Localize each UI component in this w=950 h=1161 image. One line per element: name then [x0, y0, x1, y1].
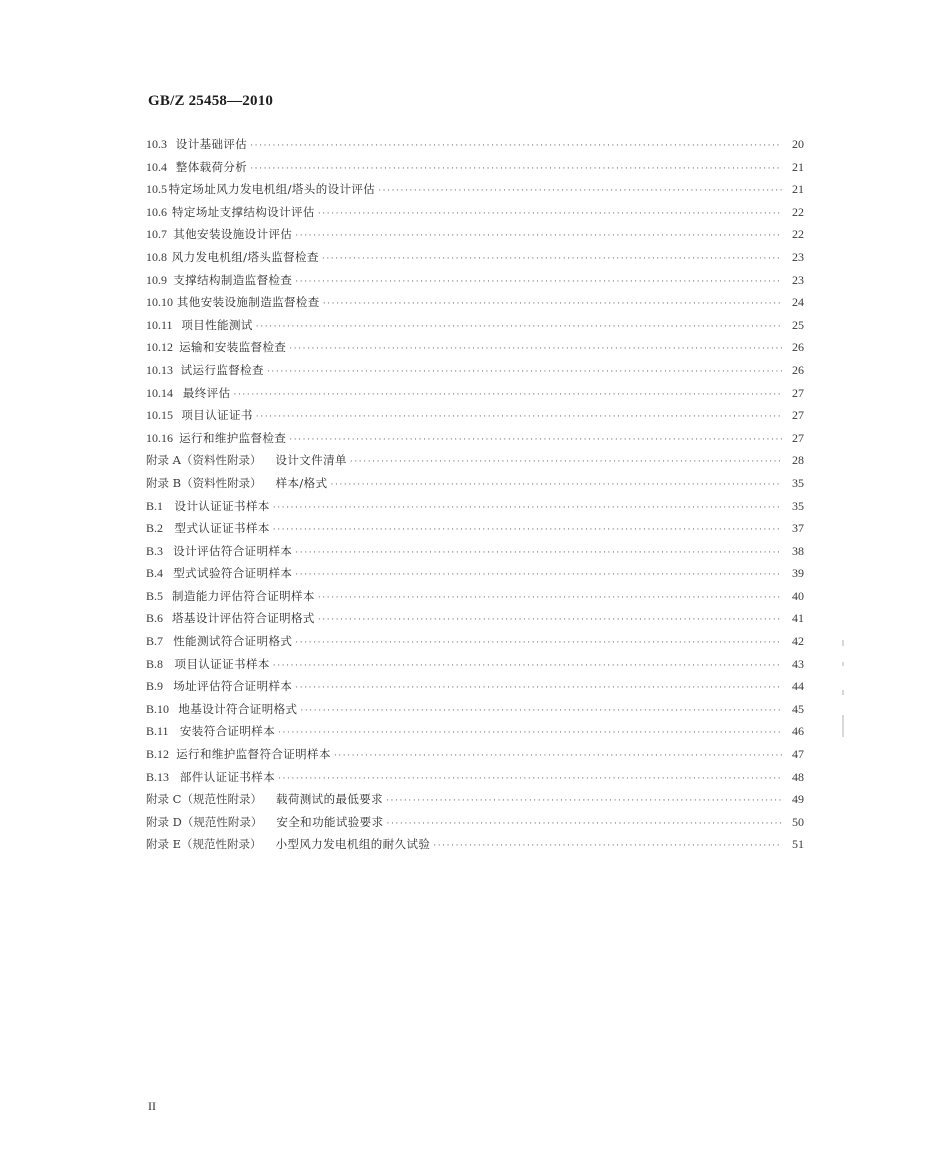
- toc-leader-dots: [295, 677, 782, 698]
- toc-entry-page: 27: [792, 430, 804, 445]
- toc-entry-title: 设计基础评估: [175, 137, 248, 151]
- toc-entry[interactable]: [146, 314, 804, 337]
- toc-entry-title: 其他安装设施设计评估: [173, 227, 293, 242]
- toc-entry-number: 10.7: [146, 227, 167, 242]
- toc-entry[interactable]: [146, 811, 804, 834]
- toc-entry-title: 试运行监督检查: [180, 362, 264, 377]
- toc-entry-number: 10.9: [146, 272, 167, 287]
- toc-entry-number: B.2: [146, 521, 164, 536]
- toc-entry-title: 特定场址支撑结构设计评估: [172, 204, 315, 219]
- toc-entry-number: B.3: [146, 543, 164, 558]
- toc-entry-number: B.5: [146, 588, 164, 603]
- toc-leader-dots: [295, 271, 782, 292]
- toc-entry[interactable]: [146, 630, 804, 653]
- toc-entry-number: B.7: [146, 634, 164, 649]
- toc-leader-dots: [250, 158, 782, 179]
- toc-entry-number: 10.12: [146, 340, 173, 355]
- toc-entry[interactable]: [146, 427, 804, 450]
- toc-entry-number: 10.10: [146, 295, 173, 310]
- toc-entry[interactable]: [146, 562, 804, 585]
- toc-entry[interactable]: [146, 788, 804, 811]
- toc-entry[interactable]: [146, 653, 804, 676]
- toc-entry-number: 10.11: [146, 317, 173, 332]
- toc-entry[interactable]: [146, 291, 804, 314]
- toc-entry-title: 型式认证证书样本: [174, 521, 270, 536]
- scan-artifact-mark: [842, 662, 844, 666]
- toc-entry-title: 安装符合证明样本: [179, 724, 276, 739]
- page-number-footer: II: [148, 1099, 156, 1113]
- toc-entry-number: 附录 E（规范性附录）: [146, 837, 262, 852]
- toc-entry-page: 50: [792, 814, 804, 829]
- toc-entry-title: 风力发电机组/塔头监督检查: [171, 249, 319, 264]
- toc-entry[interactable]: [146, 472, 804, 495]
- toc-leader-dots: [330, 474, 782, 495]
- toc-leader-dots: [250, 135, 782, 156]
- toc-entry-title: 型式试验符合证明样本: [173, 566, 293, 581]
- toc-entry-title: 运行和维护监督符合证明样本: [176, 747, 331, 762]
- toc-entry-page: 49: [792, 792, 804, 807]
- toc-entry-page: 39: [792, 566, 804, 581]
- toc-entry[interactable]: [146, 607, 804, 630]
- toc-entry-title: 设计评估符合证明样本: [173, 543, 293, 558]
- toc-entry-page: 47: [792, 747, 804, 762]
- toc-entry[interactable]: [146, 495, 804, 518]
- toc-leader-dots: [318, 609, 782, 630]
- toc-entry[interactable]: [146, 156, 804, 179]
- toc-entry[interactable]: [146, 675, 804, 698]
- toc-entry[interactable]: [146, 382, 804, 405]
- toc-leader-dots: [433, 835, 782, 856]
- toc-entry-number: 10.16: [146, 430, 173, 445]
- toc-entry[interactable]: [146, 404, 804, 427]
- toc-entry-page: 42: [792, 634, 804, 649]
- toc-entry-page: 22: [792, 227, 804, 242]
- toc-entry-title: 项目性能测试: [181, 317, 253, 332]
- toc-entry-title: 其他安装设施制造监督检查: [176, 295, 320, 310]
- toc-leader-dots: [278, 768, 782, 789]
- scan-artifact-mark: [842, 690, 844, 695]
- toc-entry-page: 44: [792, 679, 804, 694]
- toc-entry-page: 35: [792, 475, 804, 490]
- toc-entry-number: 10.14: [146, 385, 173, 400]
- toc-entry-page: 22: [792, 204, 804, 219]
- toc-entry-page: 51: [792, 837, 804, 852]
- toc-leader-dots: [295, 632, 782, 653]
- toc-entry-title: 设计认证证书样本: [174, 498, 270, 513]
- standard-code-header: GB/Z 25458—2010: [148, 93, 274, 109]
- toc-entry-page: 20: [792, 137, 804, 151]
- toc-entry-title: 塔基设计评估符合证明格式: [172, 611, 315, 626]
- toc-entry-title: 小型风力发电机组的耐久试验: [275, 837, 431, 852]
- toc-entry-title: 地基设计符合证明格式: [178, 701, 298, 716]
- toc-entry[interactable]: [146, 133, 804, 156]
- toc-entry[interactable]: [146, 540, 804, 563]
- toc-leader-dots: [273, 519, 782, 540]
- toc-entry-page: 25: [792, 317, 804, 332]
- toc-entry-page: 46: [792, 724, 804, 739]
- toc-entry-page: 26: [792, 340, 804, 355]
- toc-leader-dots: [256, 316, 782, 337]
- toc-entry-number: B.6: [146, 611, 164, 626]
- toc-entry-title: 部件认证证书样本: [179, 769, 276, 784]
- toc-entry-page: 40: [792, 588, 804, 603]
- toc-entry-page: 35: [792, 498, 804, 513]
- toc-entry-number: 10.8: [146, 249, 167, 264]
- toc-entry-title: 样本/格式: [275, 475, 328, 490]
- toc-leader-dots: [295, 542, 782, 563]
- scan-artifact-mark: [842, 715, 844, 737]
- toc-entry-title: 场址评估符合证明样本: [173, 679, 293, 694]
- toc-entry-title: 运行和维护监督检查: [179, 430, 287, 445]
- toc-entry-number: 附录 C（规范性附录）: [146, 792, 262, 807]
- toc-entry[interactable]: [146, 359, 804, 382]
- toc-entry-number: B.9: [146, 679, 164, 694]
- toc-entry-title: 项目认证证书: [181, 408, 253, 423]
- toc-entry[interactable]: [146, 178, 804, 201]
- toc-entry-title: 项目认证证书样本: [174, 656, 270, 671]
- toc-entry-number: B.11: [146, 724, 169, 739]
- toc-entry[interactable]: [146, 698, 804, 721]
- toc-entry-page: 28: [792, 453, 804, 468]
- toc-leader-dots: [322, 248, 782, 269]
- toc-entry-page: 38: [792, 543, 804, 558]
- toc-entry-number: B.10: [146, 701, 170, 716]
- toc-leader-dots: [323, 293, 782, 314]
- toc-leader-dots: [300, 700, 782, 721]
- toc-entry[interactable]: [146, 449, 804, 472]
- toc-entry-number: 10.3: [146, 137, 167, 151]
- toc-entry-number: 10.4: [146, 159, 167, 174]
- toc-entry-page: 23: [792, 272, 804, 287]
- toc-entry-number: 附录 B（资料性附录）: [146, 475, 262, 490]
- toc-entry-number: B.13: [146, 769, 170, 784]
- toc-entry-title: 安全和功能试验要求: [276, 814, 384, 829]
- toc-entry-page: 21: [792, 182, 804, 197]
- toc-leader-dots: [273, 655, 782, 676]
- toc-entry[interactable]: [146, 223, 804, 246]
- toc-entry[interactable]: [146, 833, 804, 856]
- toc-entry-title: 支撑结构制造监督检查: [173, 272, 293, 287]
- toc-leader-dots: [234, 384, 783, 405]
- toc-leader-dots: [350, 451, 782, 472]
- toc-leader-dots: [278, 722, 782, 743]
- toc-entry-title: 设计文件清单: [275, 453, 347, 468]
- toc-entry-number: 10.6: [146, 204, 167, 219]
- toc-leader-dots: [334, 745, 782, 766]
- toc-entry-page: 43: [792, 656, 804, 671]
- toc-entry-number: 附录 A（资料性附录）: [146, 453, 262, 468]
- toc-leader-dots: [318, 587, 782, 608]
- toc-entry[interactable]: [146, 517, 804, 540]
- toc-entry-page: 21: [792, 159, 804, 174]
- toc-leader-dots: [386, 813, 782, 834]
- toc-entry-number: B.4: [146, 566, 164, 581]
- toc-entry[interactable]: [146, 269, 804, 292]
- toc-entry[interactable]: [146, 585, 804, 608]
- toc-entry-number: B.12: [146, 747, 170, 762]
- toc-entry-title: 特定场址风力发电机组/塔头的设计评估: [168, 182, 376, 197]
- toc-leader-dots: [289, 429, 782, 450]
- toc-entry[interactable]: [146, 246, 804, 269]
- toc-leader-dots: [256, 406, 782, 427]
- toc-leader-dots: [378, 180, 782, 201]
- toc-leader-dots: [295, 225, 782, 246]
- toc-entry-number: 10.5: [146, 182, 167, 197]
- toc-entry-title: 运输和安装监督检查: [179, 340, 287, 355]
- toc-entry[interactable]: [146, 201, 804, 224]
- toc-entry-number: B.1: [146, 498, 164, 513]
- toc-entry[interactable]: [146, 743, 804, 766]
- toc-entry-title: 载荷测试的最低要求: [275, 792, 384, 807]
- toc-entry-page: 24: [792, 295, 804, 310]
- toc-entry-title: 整体载荷分析: [175, 159, 248, 174]
- toc-entry[interactable]: [146, 336, 804, 359]
- toc-entry-page: 45: [792, 701, 804, 716]
- toc-entry-page: 23: [792, 249, 804, 264]
- toc-entry[interactable]: [146, 720, 804, 743]
- scan-artifact-mark: [842, 640, 844, 646]
- toc-leader-dots: [267, 361, 782, 382]
- toc-entry-number: 10.13: [146, 362, 173, 377]
- toc-entry-number: B.8: [146, 656, 164, 671]
- toc-entry-page: 37: [792, 521, 804, 536]
- toc-leader-dots: [295, 564, 782, 585]
- toc-entry-page: 27: [792, 408, 804, 423]
- toc-entry-title: 制造能力评估符合证明样本: [172, 588, 315, 603]
- toc-entry-title: 性能测试符合证明格式: [173, 634, 293, 649]
- toc-leader-dots: [273, 497, 782, 518]
- toc-entry-number: 10.15: [146, 408, 173, 423]
- toc-entry-page: 41: [792, 611, 804, 626]
- toc-entry-page: 48: [792, 769, 804, 784]
- toc-entry-title: 最终评估: [182, 385, 231, 400]
- table-of-contents: [146, 133, 804, 856]
- toc-entry-page: 27: [792, 385, 804, 400]
- toc-entry[interactable]: [146, 766, 804, 789]
- toc-entry-page: 26: [792, 362, 804, 377]
- toc-entry-number: 附录 D（规范性附录）: [146, 814, 263, 829]
- toc-leader-dots: [386, 790, 782, 811]
- toc-leader-dots: [318, 203, 782, 224]
- toc-leader-dots: [289, 338, 782, 359]
